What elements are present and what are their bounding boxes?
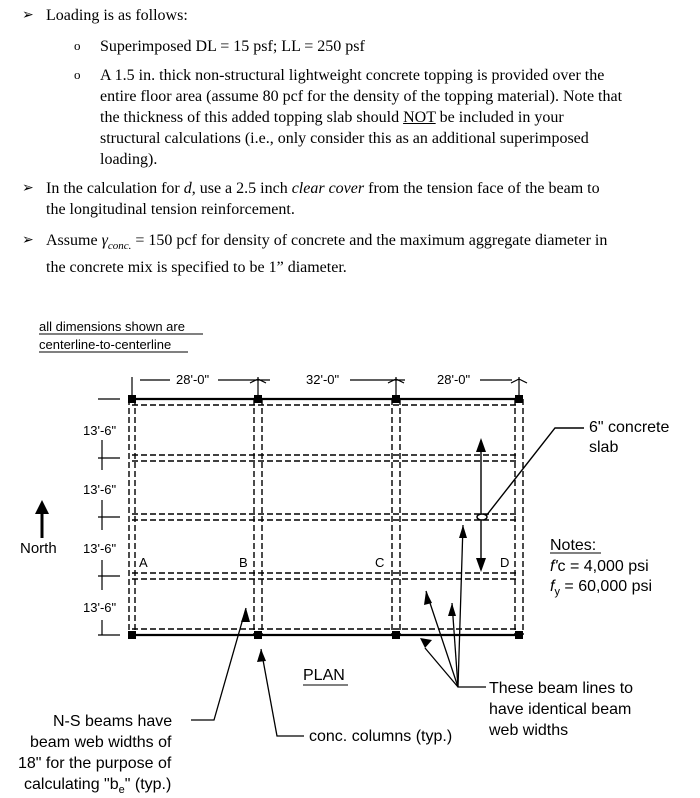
- cover-requirement: In the calculation for d, use a 2.5 inch clear cover from the tension face of the beam to the longitudinal tension reinforcement.: [46, 180, 600, 218]
- bay-label-3: 13'-6": [83, 541, 117, 556]
- beam-dashed-outlines: [129, 399, 523, 635]
- north-label: North: [20, 540, 57, 557]
- bay-label-2: 13'-6": [83, 482, 117, 497]
- notes-title: Notes:: [550, 537, 597, 554]
- beam-lines-note-3: web widths: [489, 722, 569, 739]
- loading-intro: Loading is as follows:: [46, 7, 188, 24]
- loading-item-dl-ll: Superimposed DL = 15 psf; LL = 250 psf: [100, 38, 365, 55]
- plan-title: PLAN: [303, 667, 345, 684]
- loading-item-topping: A 1.5 in. thick non-structural lightweight concrete topping is provided over the entire floor area (assume 80 pcf for the density of the topping material). Note that the thickness of this added topping slab should NOT be included in your structural calculations (i.e., only consider this as an additional superimposed loading).: [100, 67, 623, 168]
- arrow-bullet-icon: ➢: [22, 233, 34, 248]
- ns-beams-note-3: 18" for the purpose of: [18, 755, 172, 772]
- beam-lines-leaders: [425, 525, 486, 687]
- dims-note-line1: all dimensions shown are: [39, 319, 185, 334]
- note-fc: f'c = 4,000 psi: [550, 558, 649, 575]
- bay-label-1: 13'-6": [83, 423, 117, 438]
- span-label-bc: 32'-0": [306, 372, 340, 387]
- span-label-ab: 28'-0": [176, 372, 210, 387]
- beam-lines-note-1: These beam lines to: [489, 680, 634, 697]
- bay-label-4: 13'-6": [83, 600, 117, 615]
- dims-note-line2: centerline-to-centerline: [39, 337, 172, 352]
- grid-label-a: A: [139, 555, 148, 570]
- grid-label-c: C: [375, 555, 385, 570]
- span-label-cd: 28'-0": [437, 372, 471, 387]
- grid-label-d: D: [500, 555, 510, 570]
- slab-label-line2: slab: [589, 439, 619, 456]
- concrete-density-requirement: Assume $\gamma_{conc.} = 150$ pcf for density of concrete and the maximum aggregate diameter in the concrete mix is specified to be 1” diameter.: [46, 232, 608, 277]
- arrow-bullet-icon: ➢: [22, 181, 34, 196]
- grid-label-b: B: [239, 555, 248, 570]
- slab-label-line1: 6" concrete: [589, 419, 670, 436]
- circle-bullet-icon: o: [74, 38, 81, 53]
- ns-beams-note-2: beam web widths of: [30, 734, 172, 751]
- note-fy: $f_y = 60,000$ psi: [550, 578, 653, 598]
- ns-beams-note-4: calculating "$b_e$" (typ.): [24, 776, 172, 796]
- arrow-bullet-icon: ➢: [22, 8, 34, 23]
- concrete-columns: [128, 395, 523, 639]
- columns-leader: [261, 649, 304, 736]
- beam-lines-note-2: have identical beam: [489, 701, 632, 718]
- columns-note: conc. columns (typ.): [309, 728, 453, 745]
- ns-beams-leader: [191, 608, 246, 720]
- north-arrow-icon: [35, 500, 49, 538]
- ns-beams-note-1: N-S beams have: [53, 713, 173, 730]
- circle-bullet-icon: o: [74, 67, 81, 82]
